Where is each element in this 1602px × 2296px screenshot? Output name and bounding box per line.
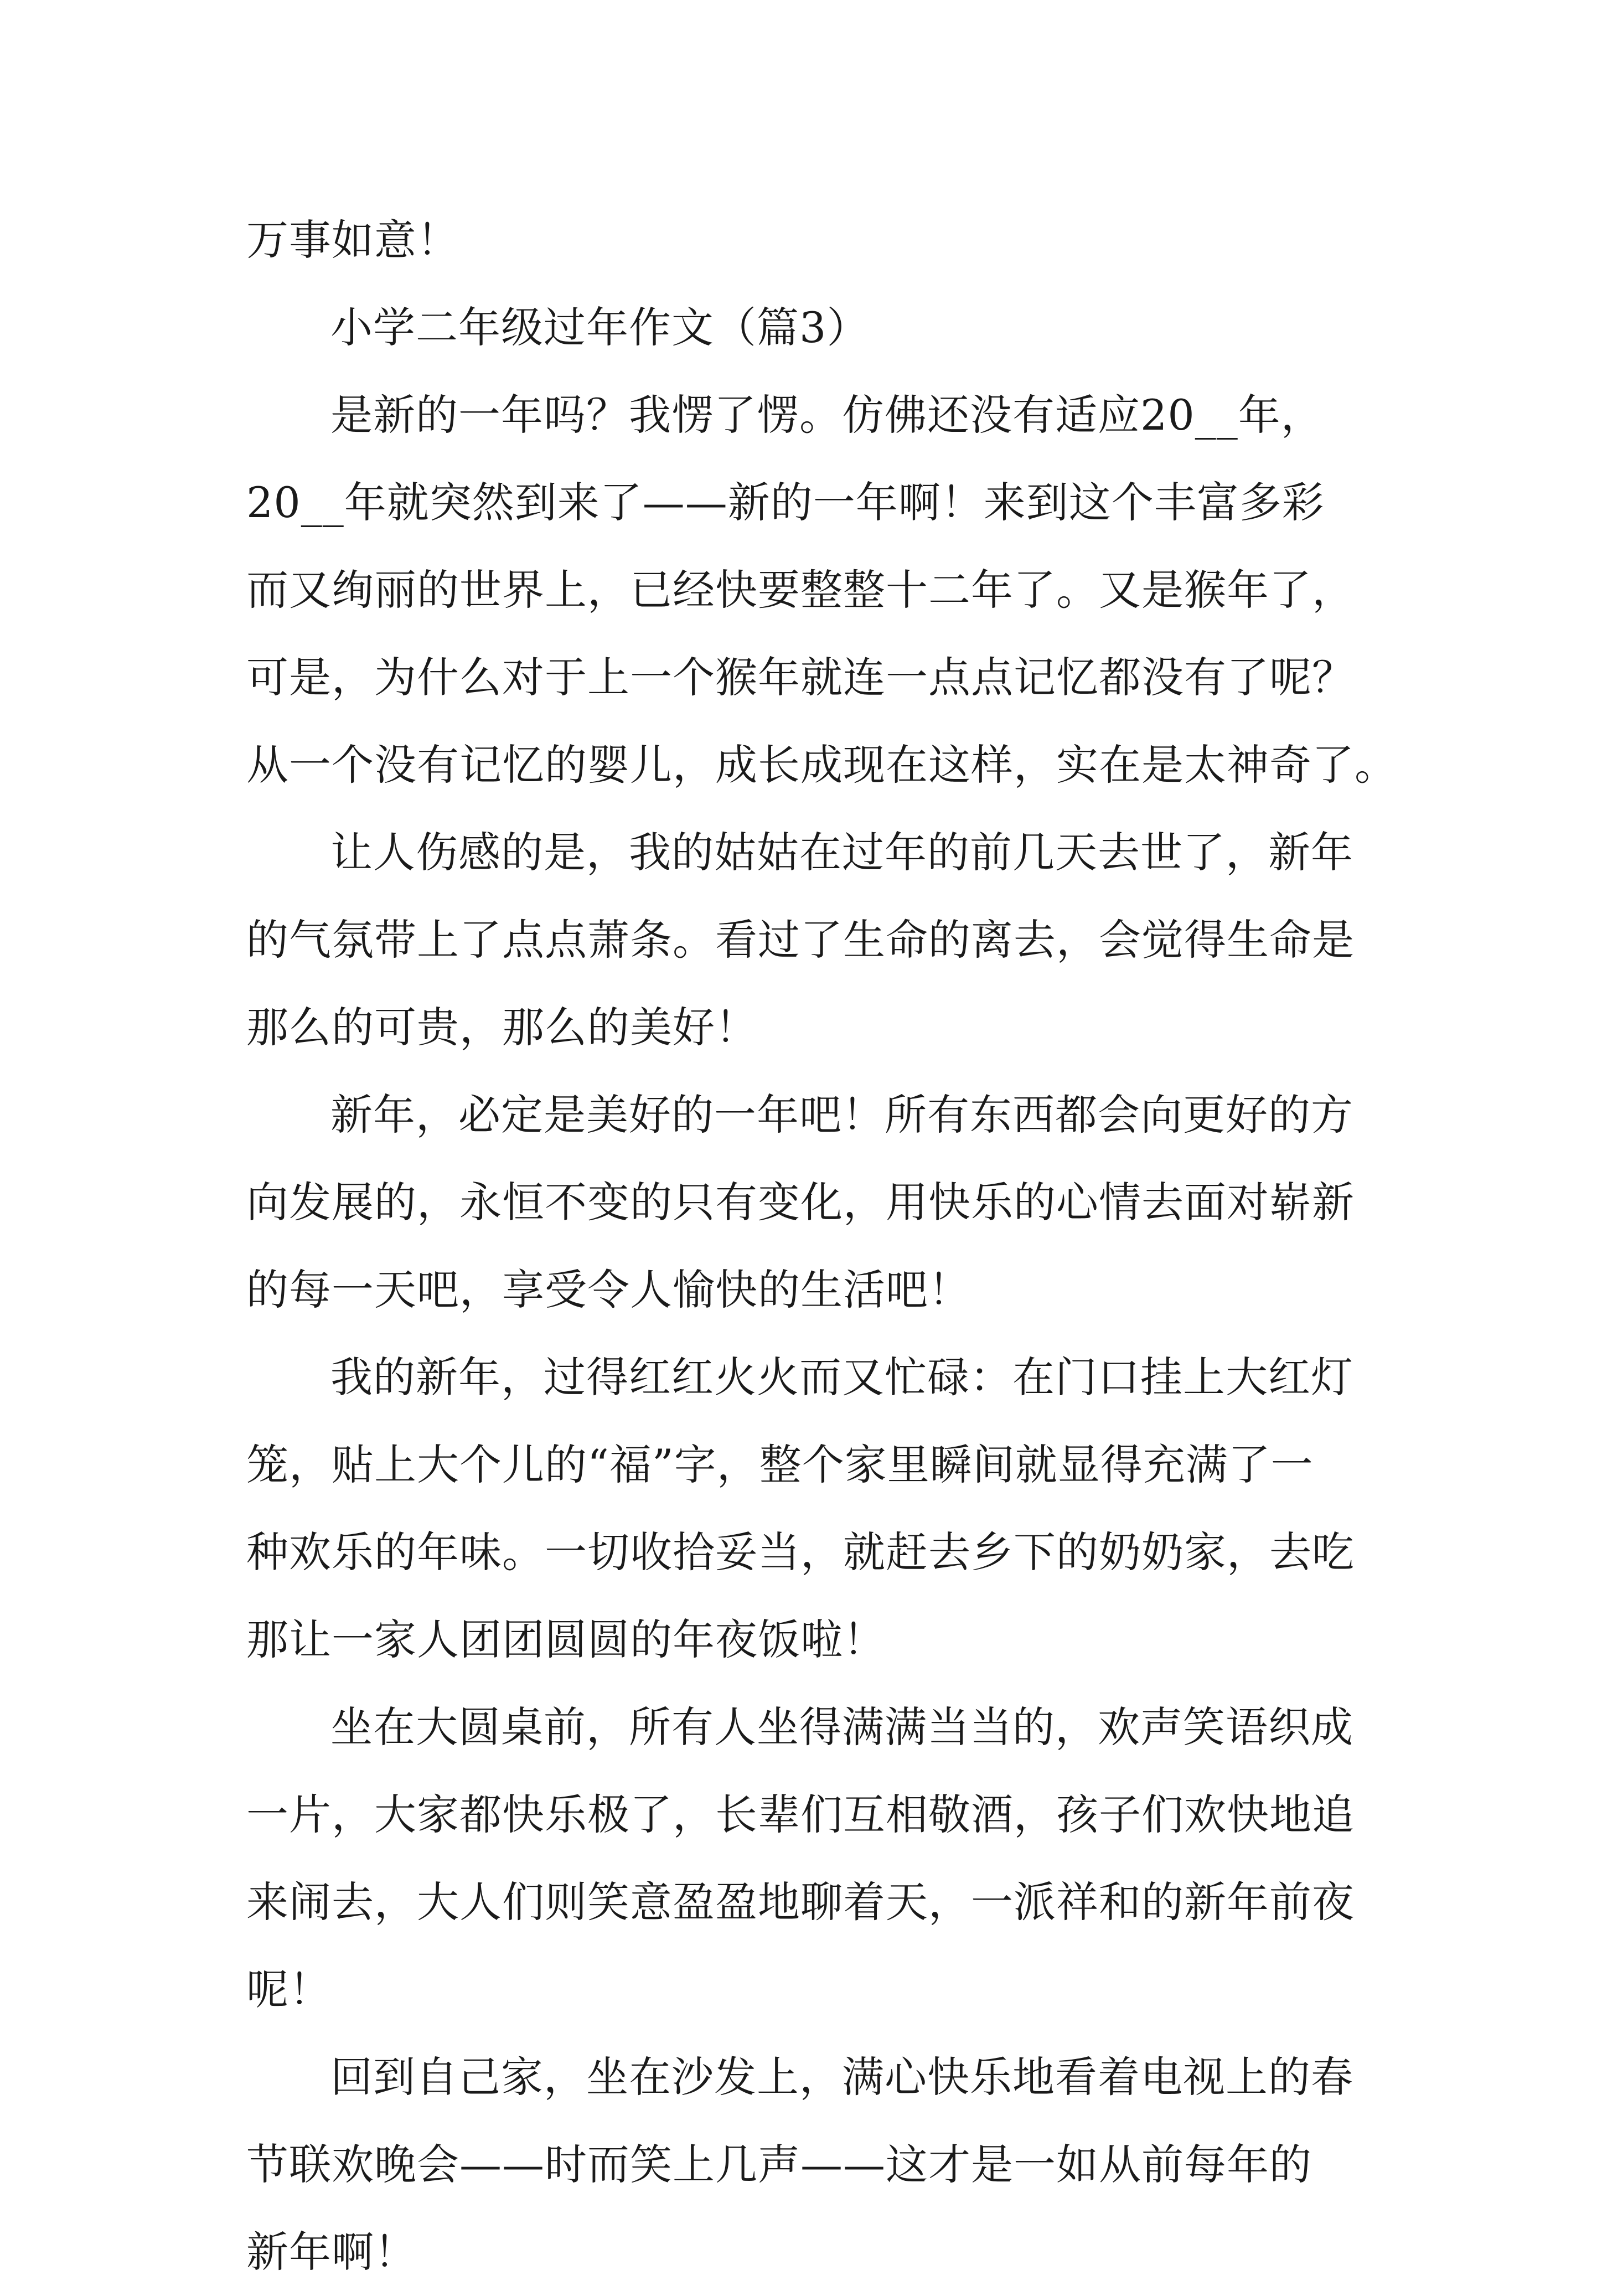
text-line: 笼，贴上大个儿的“福”字，整个家里瞬间就显得充满了一 (246, 1440, 1314, 1489)
text-line: 那让一家人团团圆圆的年夜饭啦！ (246, 1615, 886, 1664)
text-line: 回到自己家，坐在沙发上，满心快乐地看着电视上的春 (330, 2052, 1353, 2102)
text-line: 20__年就突然到来了——新的一年啊！来到这个丰富多彩 (246, 478, 1325, 527)
text-line: 新年，必定是美好的一年吧！所有东西都会向更好的方 (330, 1090, 1353, 1139)
text-line: 让人伤感的是，我的姑姑在过年的前几天去世了，新年 (330, 828, 1353, 877)
text-line: 向发展的，永恒不变的只有变化，用快乐的心情去面对崭新 (246, 1178, 1355, 1227)
text-line: 万事如意！ (246, 215, 459, 265)
text-line: 是新的一年吗？我愣了愣。仿佛还没有适应20__年， (330, 390, 1324, 440)
text-line: 那么的可贵，那么的美好！ (246, 1003, 758, 1052)
text-line: 我的新年，过得红红火火而又忙碌：在门口挂上大红灯 (330, 1353, 1353, 1402)
text-line: 可是，为什么对于上一个猴年就连一点点记忆都没有了呢？ (246, 653, 1355, 702)
section-heading: 小学二年级过年作文（篇3） (330, 303, 870, 352)
text-line: 而又绚丽的世界上，已经快要整整十二年了。又是猴年了， (246, 565, 1355, 615)
text-line: 来闹去，大人们则笑意盈盈地聊着天，一派祥和的新年前夜 (246, 1877, 1355, 1927)
document-body (246, 197, 1397, 2296)
text-line: 的气氛带上了点点萧条。看过了生命的离去，会觉得生命是 (246, 915, 1355, 964)
text-line: 的每一天吧，享受令人愉快的生活吧！ (246, 1265, 971, 1314)
text-line: 节联欢晚会——时而笑上几声——这才是一如从前每年的 (246, 2140, 1312, 2189)
text-line: 种欢乐的年味。一切收拾妥当，就赶去乡下的奶奶家，去吃 (246, 1528, 1355, 1577)
text-line: 一片，大家都快乐极了，长辈们互相敬酒，孩子们欢快地追 (246, 1790, 1355, 1839)
text-line: 从一个没有记忆的婴儿，成长成现在这样，实在是太神奇了。 (246, 740, 1397, 790)
text-line: 坐在大圆桌前，所有人坐得满满当当的，欢声笑语织成 (330, 1702, 1353, 1752)
text-line: 新年啊！ (246, 2227, 417, 2277)
text-line: 呢！ (246, 1965, 332, 2014)
